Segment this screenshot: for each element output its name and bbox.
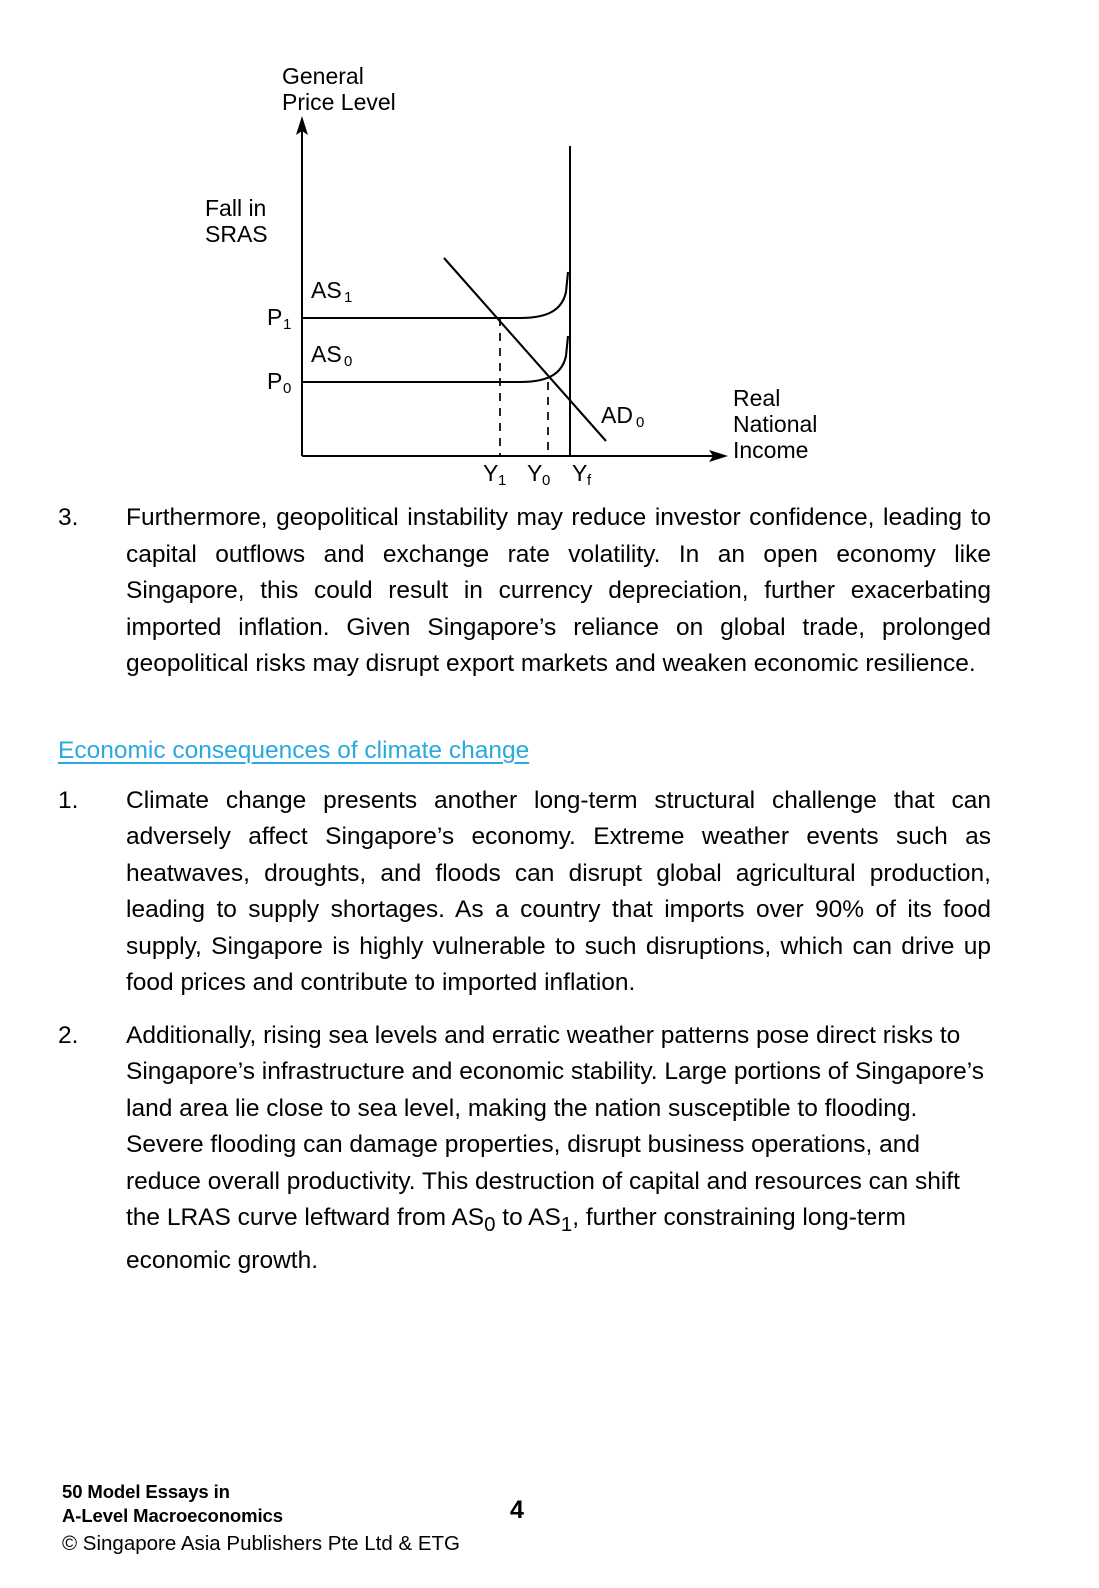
ad0-label: [601, 402, 644, 431]
as0-curve: [302, 336, 568, 382]
paragraph-3-number: 3.: [58, 504, 79, 531]
output-label-y1-text: Y: [483, 460, 499, 486]
output-label-y1: [483, 460, 506, 489]
paragraph-2-number: 2.: [58, 1021, 79, 1049]
paragraph-2: [0, 1018, 1099, 1280]
footer-brand-line1: 50 Model Essays in: [62, 1481, 230, 1502]
paragraph-3: [0, 500, 1099, 683]
paragraph-2-text-part2: to AS: [495, 1204, 561, 1231]
section-heading: [0, 733, 1099, 769]
paragraph-1-number: 1.: [58, 786, 79, 814]
ad0-label-text: AD: [601, 402, 633, 428]
output-label-y1-subscript: 1: [498, 472, 507, 489]
paragraph-2-text: [126, 1018, 991, 1280]
x-axis-title-line2: National: [733, 411, 818, 437]
as1-curve: [302, 272, 568, 318]
as1-label: [311, 277, 352, 306]
paragraph-3-text: Furthermore, geopolitical instability may reduce investor confidence, leading to capital outflows and exchange rate volatility. In an open economy like Singapore, this could result in currency depreciation, further exacerbating imported inflation. Given Singapore’s reliance on global trade, prolonged geopolitical risks may disrupt export markets and weaken economic resilience.: [126, 504, 991, 677]
x-axis-title-line1: Real: [733, 385, 781, 411]
as0-label-text: AS: [311, 341, 342, 367]
footer-brand-line2: A-Level Macroeconomics: [62, 1505, 283, 1526]
output-label-y0: [527, 460, 550, 489]
y-axis-title-line2: Price Level: [282, 89, 396, 115]
as0-label: [311, 341, 352, 370]
price-label-p1: [267, 304, 291, 333]
page-content: [0, 500, 1099, 1296]
paragraph-2-text-part1: Additionally, rising sea levels and erratic weather patterns pose direct risks to Singapore’s infrastructure and economic stability. Large portions of Singapore’s land area lie close to sea level, making the nation susceptible to flooding. Severe flooding can damage properties, disrupt business operations, and reduce overall productivity. This destruction of capital and resources can shift the LRAS curve leftward from AS: [126, 1021, 984, 1231]
fall-in-sras-annotation-line1: Fall in: [205, 195, 267, 221]
footer-page-number: 4: [510, 1496, 524, 1524]
fall-in-sras-annotation-line2: SRAS: [205, 221, 268, 247]
price-label-p0-text: P: [267, 368, 283, 394]
paragraph-1: [0, 783, 1099, 1002]
ad0-curve: [444, 258, 606, 441]
paragraph-2-subscript-a: 0: [484, 1213, 496, 1236]
y-axis-title-line1: General: [282, 63, 364, 89]
output-label-y0-subscript: 0: [542, 472, 551, 489]
x-axis-title-line3: Income: [733, 437, 809, 463]
output-label-yf-subscript: f: [587, 472, 592, 489]
paragraph-2-subscript-b: 1: [560, 1213, 573, 1236]
price-label-p1-text: P: [267, 304, 283, 330]
as1-label-subscript: 1: [344, 289, 353, 306]
output-label-yf: [572, 460, 592, 489]
section-heading-text: Economic consequences of climate change: [58, 736, 530, 764]
price-label-p0: [267, 368, 291, 397]
ad-as-diagram-figure: [0, 0, 1099, 500]
paragraph-1-text: Climate change presents another long-term structural challenge that can adversely affect Singapore’s economy. Extreme weather events such as heatwaves, droughts, and floods can disrupt global agricultural production, leading to supply shortages. As a country that imports over 90% of its food supply, Singapore is highly vulnerable to such disruptions, which can drive up food prices and contribute to imported inflation.: [126, 786, 991, 996]
as1-label-text: AS: [311, 277, 342, 303]
footer-brand: [62, 1480, 283, 1528]
paragraph-2-text-part3: , further constraining long-term economic growth.: [126, 1204, 906, 1275]
output-label-y0-text: Y: [527, 460, 543, 486]
ad0-label-subscript: 0: [636, 414, 645, 431]
as0-label-subscript: 0: [344, 353, 353, 370]
heading-spacer: [0, 699, 1099, 733]
output-label-yf-text: Y: [572, 460, 588, 486]
footer-copyright: © Singapore Asia Publishers Pte Ltd & ETG: [62, 1532, 460, 1555]
price-label-p1-subscript: 1: [283, 316, 292, 333]
price-label-p0-subscript: 0: [283, 380, 292, 397]
page-footer: [58, 1480, 1048, 1566]
